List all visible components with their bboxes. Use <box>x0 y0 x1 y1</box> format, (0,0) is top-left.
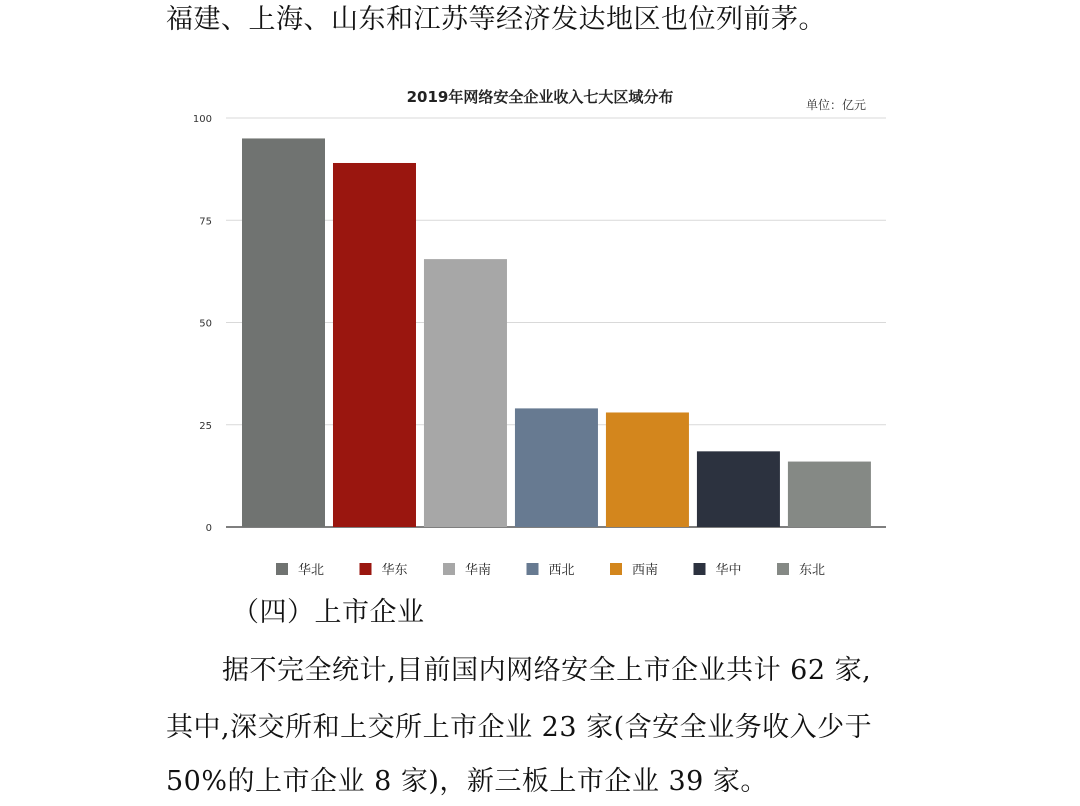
legend-label: 华中 <box>715 563 742 578</box>
legend-swatch <box>694 563 706 575</box>
bar-华南 <box>424 259 507 527</box>
legend-label: 西南 <box>632 563 659 578</box>
paragraph-line-3: 50%的上市企业 8 家)，新三板上市企业 39 家。 <box>166 766 768 797</box>
legend-swatch <box>610 563 622 575</box>
legend-swatch <box>777 563 789 575</box>
y-tick-label: 0 <box>205 523 212 534</box>
y-tick-label: 25 <box>199 420 212 432</box>
bar-东北 <box>788 462 871 527</box>
legend-label: 华东 <box>381 563 408 578</box>
legend-swatch <box>360 563 372 575</box>
legend-swatch <box>443 563 455 575</box>
legend-swatch <box>276 563 288 575</box>
legend-label: 西北 <box>548 563 575 578</box>
paragraph-line-1: 据不完全统计,目前国内网络安全上市企业共计 62 家, <box>222 655 872 686</box>
paragraph-line-2: 其中,深交所和上交所上市企业 23 家(含安全业务收入少于 <box>166 712 873 743</box>
chart-title: 2019年网络安全企业收入七大区域分布 <box>406 88 674 106</box>
legend-swatch <box>527 563 539 575</box>
bar-西南 <box>606 412 689 527</box>
paragraph-top-line: 福建、上海、山东和江苏等经济发达地区也位列前茅。 <box>166 4 826 35</box>
y-tick-label: 50 <box>199 318 212 330</box>
y-tick-label: 100 <box>192 114 212 125</box>
bar-华东 <box>333 163 416 527</box>
legend-label: 华南 <box>465 563 492 578</box>
bar-华北 <box>242 138 325 527</box>
legend-label: 东北 <box>799 563 826 578</box>
section-heading: （四）上市企业 <box>232 597 425 628</box>
y-tick-label: 75 <box>199 216 212 228</box>
legend-label: 华北 <box>298 563 325 578</box>
bar-华中 <box>697 451 780 527</box>
bar-西北 <box>515 408 598 527</box>
chart-unit-label: 单位：亿元 <box>806 98 867 112</box>
